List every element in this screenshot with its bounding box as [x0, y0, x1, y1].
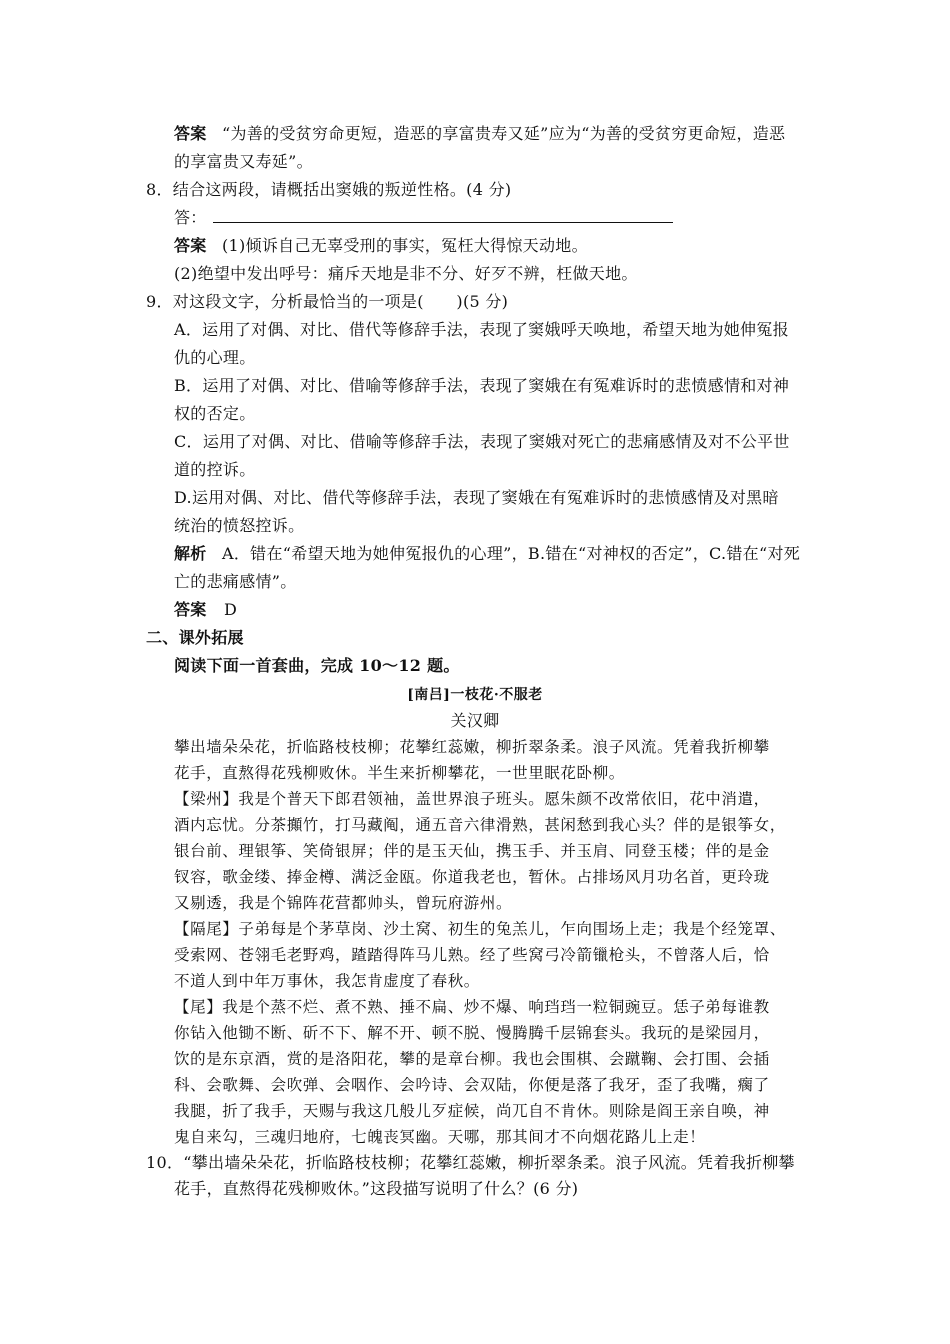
q9-option-c-line-2: 道的控诉。 [174, 460, 256, 479]
poem-line: 不道人到中年万事休，我怎肯虚度了春秋。 [174, 972, 480, 990]
poem-line: 酒内忘忧。分茶攧竹，打马藏阄，通五音六律滑熟，甚闲愁到我心头？伴的是银筝女， [174, 816, 786, 834]
q9-analysis-line-1 [174, 543, 800, 565]
q9-option-d-line-1: D.运用对偶、对比、借代等修辞手法，表现了窦娥在有冤难诉时的悲愤感情及对黑暗 [174, 488, 779, 507]
poem-line: 钗容，歌金缕、捧金樽、满泛金瓯。你道我老也，暂休。占排场风月功名首，更玲珑 [174, 868, 770, 886]
poem-line: 饮的是东京酒，赏的是洛阳花，攀的是章台柳。我也会围棋、会蹴鞠、会打围、会插 [174, 1050, 770, 1068]
q9-option-a-line-1: A．运用了对偶、对比、借代等修辞手法，表现了窦娥呼天唤地，希望天地为她伸冤报 [174, 320, 789, 339]
q9-option-d-line-2: 统治的愤怒控诉。 [174, 516, 305, 535]
poem-line: 银台前、理银筝、笑倚银屏；伴的是玉天仙，携玉手、并玉肩、同登玉楼；伴的是金 [174, 842, 770, 860]
poem-line: 【隔尾】子弟每是个茅草岗、沙土窝、初生的兔羔儿，乍向围场上走；我是个经笼罩、 [174, 920, 786, 938]
q10-stem-line-2: 花手，直熬得花残柳败休。”这段描写说明了什么？(6 分) [174, 1179, 579, 1198]
section-instruction: 阅读下面一首套曲，完成 10～12 题。 [174, 656, 460, 675]
q8-answer-line-1 [174, 235, 588, 257]
poem-line: 【尾】我是个蒸不烂、煮不熟、捶不扁、炒不爆、响珰珰一粒铜豌豆。恁子弟每谁教 [174, 998, 770, 1016]
q7-answer-line-1 [174, 123, 785, 145]
section-heading: 二、课外拓展 [146, 628, 244, 647]
q10-stem-line-1: 10．“攀出墙朵朵花，折临路枝枝柳；花攀红蕊嫩，柳折翠条柔。浪子风流。凭着我折柳攀 [146, 1153, 795, 1172]
q8-stem: 8．结合这两段，请概括出窦娥的叛逆性格。(4 分) [146, 180, 512, 199]
poem-line: 科、会歌舞、会吹弹、会咽作、会吟诗、会双陆，你便是落了我牙，歪了我嘴，瘸了 [174, 1076, 770, 1094]
poem-line: 你钻入他锄不断、斫不下、解不开、顿不脱、慢腾腾千层锦套头。我玩的是梁园月， [174, 1024, 770, 1042]
q9-option-a-line-2: 仇的心理。 [174, 348, 256, 367]
q8-answer-text: (1)倾诉自己无辜受刑的事实，冤枉大得惊天动地。 [222, 236, 588, 255]
poem-line: 我腿，折了我手，天赐与我这几般儿歹症候，尚兀自不肯休。则除是阎王亲自唤，神 [174, 1102, 770, 1120]
answer-label: 答案 [174, 600, 207, 619]
analysis-label: 解析 [174, 544, 207, 563]
poem-title: [南吕]一枝花·不服老 [407, 687, 543, 703]
answer-label: 答案 [174, 236, 207, 255]
q9-answer-value: D [224, 600, 238, 619]
poem-line: 攀出墙朵朵花，折临路枝枝柳；花攀红蕊嫩，柳折翠条柔。浪子风流。凭着我折柳攀 [174, 738, 770, 756]
q9-answer-line [174, 599, 237, 621]
poem-line: 【梁州】我是个普天下郎君领袖，盖世界浪子班头。愿朱颜不改常依旧，花中消遣， [174, 790, 770, 808]
q9-option-c-line-1: C．运用了对偶、对比、借喻等修辞手法，表现了窦娥对死亡的悲痛感情及对不公平世 [174, 432, 790, 451]
q8-answer-blank[interactable] [213, 207, 673, 223]
q8-answer-line-2: (2)绝望中发出呼号：痛斥天地是非不分、好歹不辨，枉做天地。 [174, 264, 638, 283]
poem-line: 花手，直熬得花残柳败休。半生来折柳攀花，一世里眠花卧柳。 [174, 764, 625, 782]
q8-answer-blank-line [174, 207, 673, 229]
q8-blank-label: 答： [174, 208, 207, 227]
poem-author: 关汉卿 [450, 711, 500, 730]
q9-option-b-line-2: 权的否定。 [174, 404, 256, 423]
poem-line: 受索网、苍翎毛老野鸡，蹅踏得阵马儿熟。经了些窝弓冷箭镴枪头，不曾落人后，恰 [174, 946, 770, 964]
q9-analysis-line-2: 亡的悲痛感情”。 [174, 572, 297, 591]
q9-analysis-text: A．错在“希望天地为她伸冤报仇的心理”，B.错在“对神权的否定”，C.错在“对死 [222, 544, 801, 563]
answer-label: 答案 [174, 124, 207, 143]
q9-stem: 9．对这段文字，分析最恰当的一项是( )(5 分) [146, 292, 509, 311]
q9-option-b-line-1: B．运用了对偶、对比、借喻等修辞手法，表现了窦娥在有冤难诉时的悲愤感情和对神 [174, 376, 790, 395]
q7-answer-text: “为善的受贫穷命更短，造恶的享富贵寿又延”应为“为善的受贫穷更命短，造恶 [222, 124, 786, 143]
poem-line: 鬼自来勾，三魂归地府，七魄丧冥幽。天哪，那其间才不向烟花路儿上走！ [174, 1128, 706, 1146]
poem-line: 又剔透，我是个锦阵花营都帅头，曾玩府游州。 [174, 894, 513, 912]
q7-answer-line-2: 的享富贵又寿延”。 [174, 152, 313, 171]
